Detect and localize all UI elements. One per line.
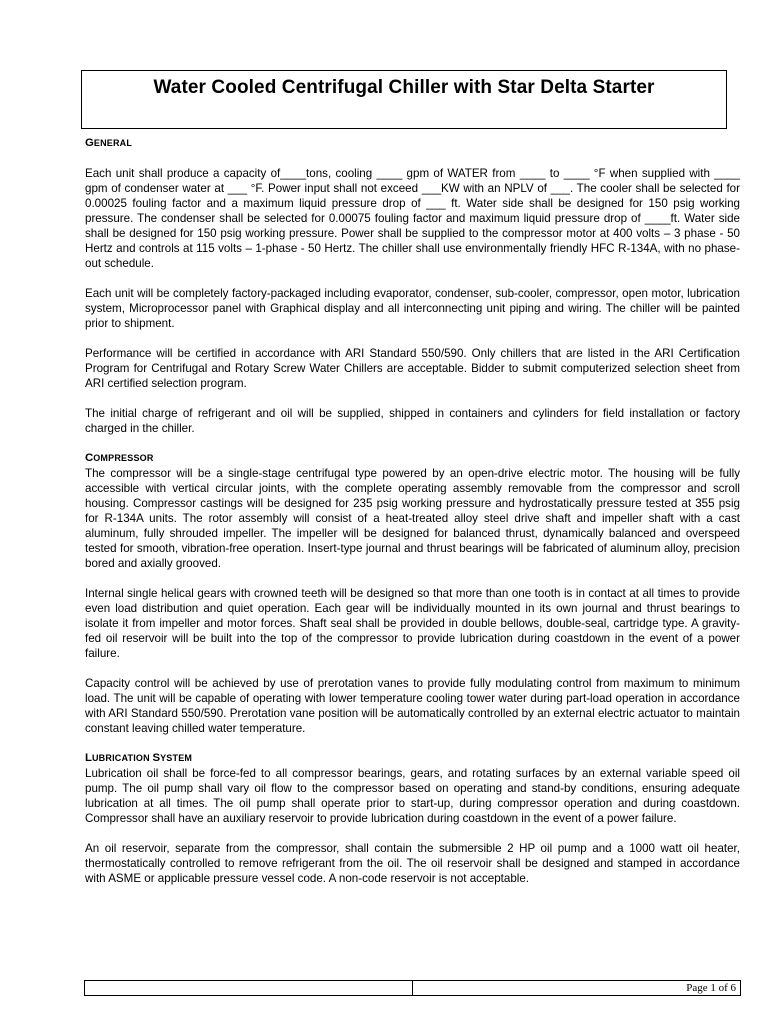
paragraph: Lubrication oil shall be force-fed to all compressor bearings, gears, and rotating surfaces by an external variable speed oil pump. The oil pump shall vary oil flow to the compressor based on operating and stand-by conditions, ensuring adequate lubrication at all times. The oil pump shall operate prior to start-up, during compressor operation and during coastdown. Compressor shall have an auxiliary reservoir to provide lubrication during coastdown in the event of a power failure.	[85, 767, 740, 825]
section-heading-compressor: COMPRESSOR	[85, 452, 154, 464]
paragraph: Each unit shall produce a capacity of____tons, cooling ____ gpm of WATER from ____ to ____ °F when supplied with ____ gpm of condenser water at ___ °F. Power input shall not exceed ___KW with an NPLV of ___. The cooler shall be selected for 0.00025 fouling factor and a maximum liquid pressure drop of ___ ft. Water side shall be designed for 150 psig working pressure. The condenser shall be selected for 0.00075 fouling factor and maximum liquid pressure drop of ____ft. Water side shall be designed for 150 psig working pressure. Power shall be supplied to the compressor motor at 400 volts – 3 phase - 50 Hertz and controls at 115 volts – 1-phase - 50 Hertz. The chiller shall use environmentally friendly HFC R-134A, with no phase-out schedule.	[85, 167, 740, 270]
document-title: Water Cooled Centrifugal Chiller with Star Delta Starter	[153, 77, 655, 98]
paragraph: An oil reservoir, separate from the compressor, shall contain the submersible 2 HP oil pump and a 1000 watt oil heater, thermostatically controlled to remove refrigerant from the oil. The oil reservoir shall be designed and stamped in accordance with ASME or applicable pressure vessel code. A non-code reservoir is not acceptable.	[85, 842, 740, 885]
title-box	[81, 70, 727, 129]
paragraph: Internal single helical gears with crowned teeth will be designed so that more than one tooth is in contact at all times to provide even load distribution and quiet operation. Each gear will be individually mounted in its own journal and thrust bearings to isolate it from impeller and motor forces. Shaft seal shall be provided in double bellows, double-seal, cartridge type. A gravity-fed oil reservoir will be built into the top of the compressor to provide lubrication during coastdown in the event of a power failure.	[85, 587, 740, 660]
section-heading-lubrication-system: LUBRICATION SYSTEM	[85, 752, 193, 764]
paragraph: The compressor will be a single-stage centrifugal type powered by an open-drive electric motor. The housing will be fully accessible with vertical circular joints, with the complete operating assembly removable from the compressor and scroll housing. Compressor castings will be designed for 235 psig working pressure and hydrostatically pressure tested at 355 psig for R-134A units. The rotor assembly will consist of a heat-treated alloy steel drive shaft and impeller shaft with a cast aluminum, fully shrouded impeller. The impeller will be designed for balanced thrust, dynamically balanced and overspeed tested for smooth, vibration-free operation. Insert-type journal and thrust bearings will be fabricated of aluminum alloy, precision bored and axially grooved.	[85, 467, 740, 570]
section-heading-general: GENERAL	[85, 137, 133, 149]
paragraph: Capacity control will be achieved by use of prerotation vanes to provide fully modulating control from maximum to minimum load. The unit will be capable of operating with lower temperature cooling tower water during part-load operation in accordance with ARI Standard 550/590. Prerotation vane position will be automatically controlled by an external electric actuator to maintain constant leaving chilled water temperature.	[85, 677, 740, 735]
page-number: Page 1 of 6	[686, 982, 736, 994]
page-footer	[84, 980, 741, 996]
document-body	[85, 136, 740, 901]
paragraph: Performance will be certified in accordance with ARI Standard 550/590. Only chillers that are listed in the ARI Certification Program for Centrifugal and Rotary Screw Water Chillers are acceptable. Bidder to submit computerized selection sheet from ARI certified selection program.	[85, 347, 740, 390]
paragraph: Each unit will be completely factory-packaged including evaporator, condenser, sub-cooler, compressor, open motor, lubrication system, Microprocessor panel with Graphical display and all interconnecting unit piping and wiring. The chiller will be painted prior to shipment.	[85, 287, 740, 330]
paragraph: The initial charge of refrigerant and oil will be supplied, shipped in containers and cylinders for field installation or factory charged in the chiller.	[85, 407, 740, 435]
footer-cell-empty	[85, 981, 413, 995]
